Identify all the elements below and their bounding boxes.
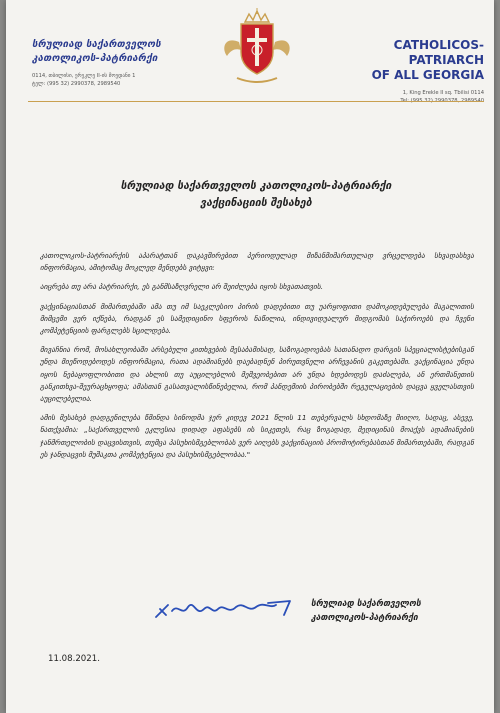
letter-body xyxy=(40,250,474,468)
paragraph-clergy-position: ვაქცინაციასთან მიმართებაში ამა თუ იმ საეკლესიო პირის დადებითი თუ უარყოფითი დამოკიდებულება მაგალითის მიმცემი ვერ იქნება, რადგან ეს სამედიცინო სფეროს ნაწილია, ინდივიდუალურ მიდგომას საჭიროებს და ჩვენი კომპეტენციის ფარგლებს სცილდება. xyxy=(40,301,474,336)
letterhead-divider xyxy=(28,101,484,102)
signatory-line1: სრულიად საქართველოს xyxy=(311,599,421,609)
signatory-line2: კათოლიკოს-პატრიარქი xyxy=(311,613,418,623)
paragraph-voluntary: მივაჩნია რომ, მოსახლეობაში არსებული კითხვების მესაბამისად, საზოგადოებას სათანადო დარგის სპეციალისტებისგან უნდა მიეწოდებოდეს ინფორმაცია, რათა ადამიანებს დაებადნენ პირუთვნელი არჩევანის გაკეთებაში. ვაქცინაცია უნდა იყოს ნებაყოფლობითი და ახლის თუ აუცილებლის მეშვეობებით არ უნდა ხდებოდეს დაძალება, ან ერთმანეთის განკითხვა-შეურაცხყოფა; ამასთან გასათვალისწინებელია, რომ პანდემიის პირობებში რეგულაციების დაცვა ყველასთვის აუცილებელია. xyxy=(40,345,474,404)
paragraph-personal-choice: აიცრება თუ არა პატრიარქი, ეს განმსაზღვრელი არ შეიძლება იყოს სხვათათვის. xyxy=(40,282,324,292)
handwritten-signature xyxy=(152,595,302,625)
letterhead-georgian-address: 0114, თბილისი, ერეკლე II-ის მოედანი 1 xyxy=(32,73,136,79)
letter-page xyxy=(6,0,494,713)
letterhead-georgian-title-line2: კათოლიკოს-პატრიარქი xyxy=(32,53,158,64)
letter-date: 11.08.2021. xyxy=(48,654,100,664)
letterhead-english-address: 1, King Erekle II sq. Tbilisi 0114 xyxy=(402,90,484,96)
patriarchate-emblem-icon xyxy=(217,8,297,92)
letterhead-georgian xyxy=(32,38,202,88)
signatory-title xyxy=(311,597,481,625)
paragraph-synod-decision: ამის მესახებ დადგენილება წმინდა სინოდმა ჯერ კიდევ 2021 წლის 11 თებერვალს სხდომაზე მიიღო, სადაც, ასევე, ნათქვამია: „საქართველოს ეკლესია დიდად აფასებს ის სიკეთეს, რაც ზოგადად, მედიცინას მოაქვს ადამიანების ჯანმრთელობის დაცვისთვის, თუმცა პასუხისმგებლობას ვერ აიღებს ვაქცინაციის პრომოტირებასთან მიმართებაში, რადგან ეს ჯანდაცვის მუშაკთა კომპეტენცია და პასუხისმგებლობაა." xyxy=(40,413,474,459)
letterhead-georgian-title-line1: სრულიად საქართველოს xyxy=(32,39,162,50)
letterhead-english-title-line1: CATHOLICOS-PATRIARCH xyxy=(393,38,484,67)
document-title xyxy=(86,178,426,212)
letterhead-georgian-phone: ტელ: (995 32) 2990378, 2989540 xyxy=(32,81,121,87)
letterhead-english-title-line2: OF ALL GEORGIA xyxy=(371,68,484,82)
letterhead-english xyxy=(324,38,484,105)
document-title-line1: სრულიად საქართველოს კათოლიკოს-პატრიარქი xyxy=(120,180,392,192)
paragraph-intro: კათოლიკოს-პატრიარქის აპარატთან დაკავშირებით პერიოდულად მიზანმიმართულად ვრცელდება სხვადასხვა ინფორმაცია, ამიტომაც მოკლედ მენდებს ვიტყვი: xyxy=(40,251,474,273)
document-title-line2: ვაქცინაციის შესახებ xyxy=(200,197,312,209)
